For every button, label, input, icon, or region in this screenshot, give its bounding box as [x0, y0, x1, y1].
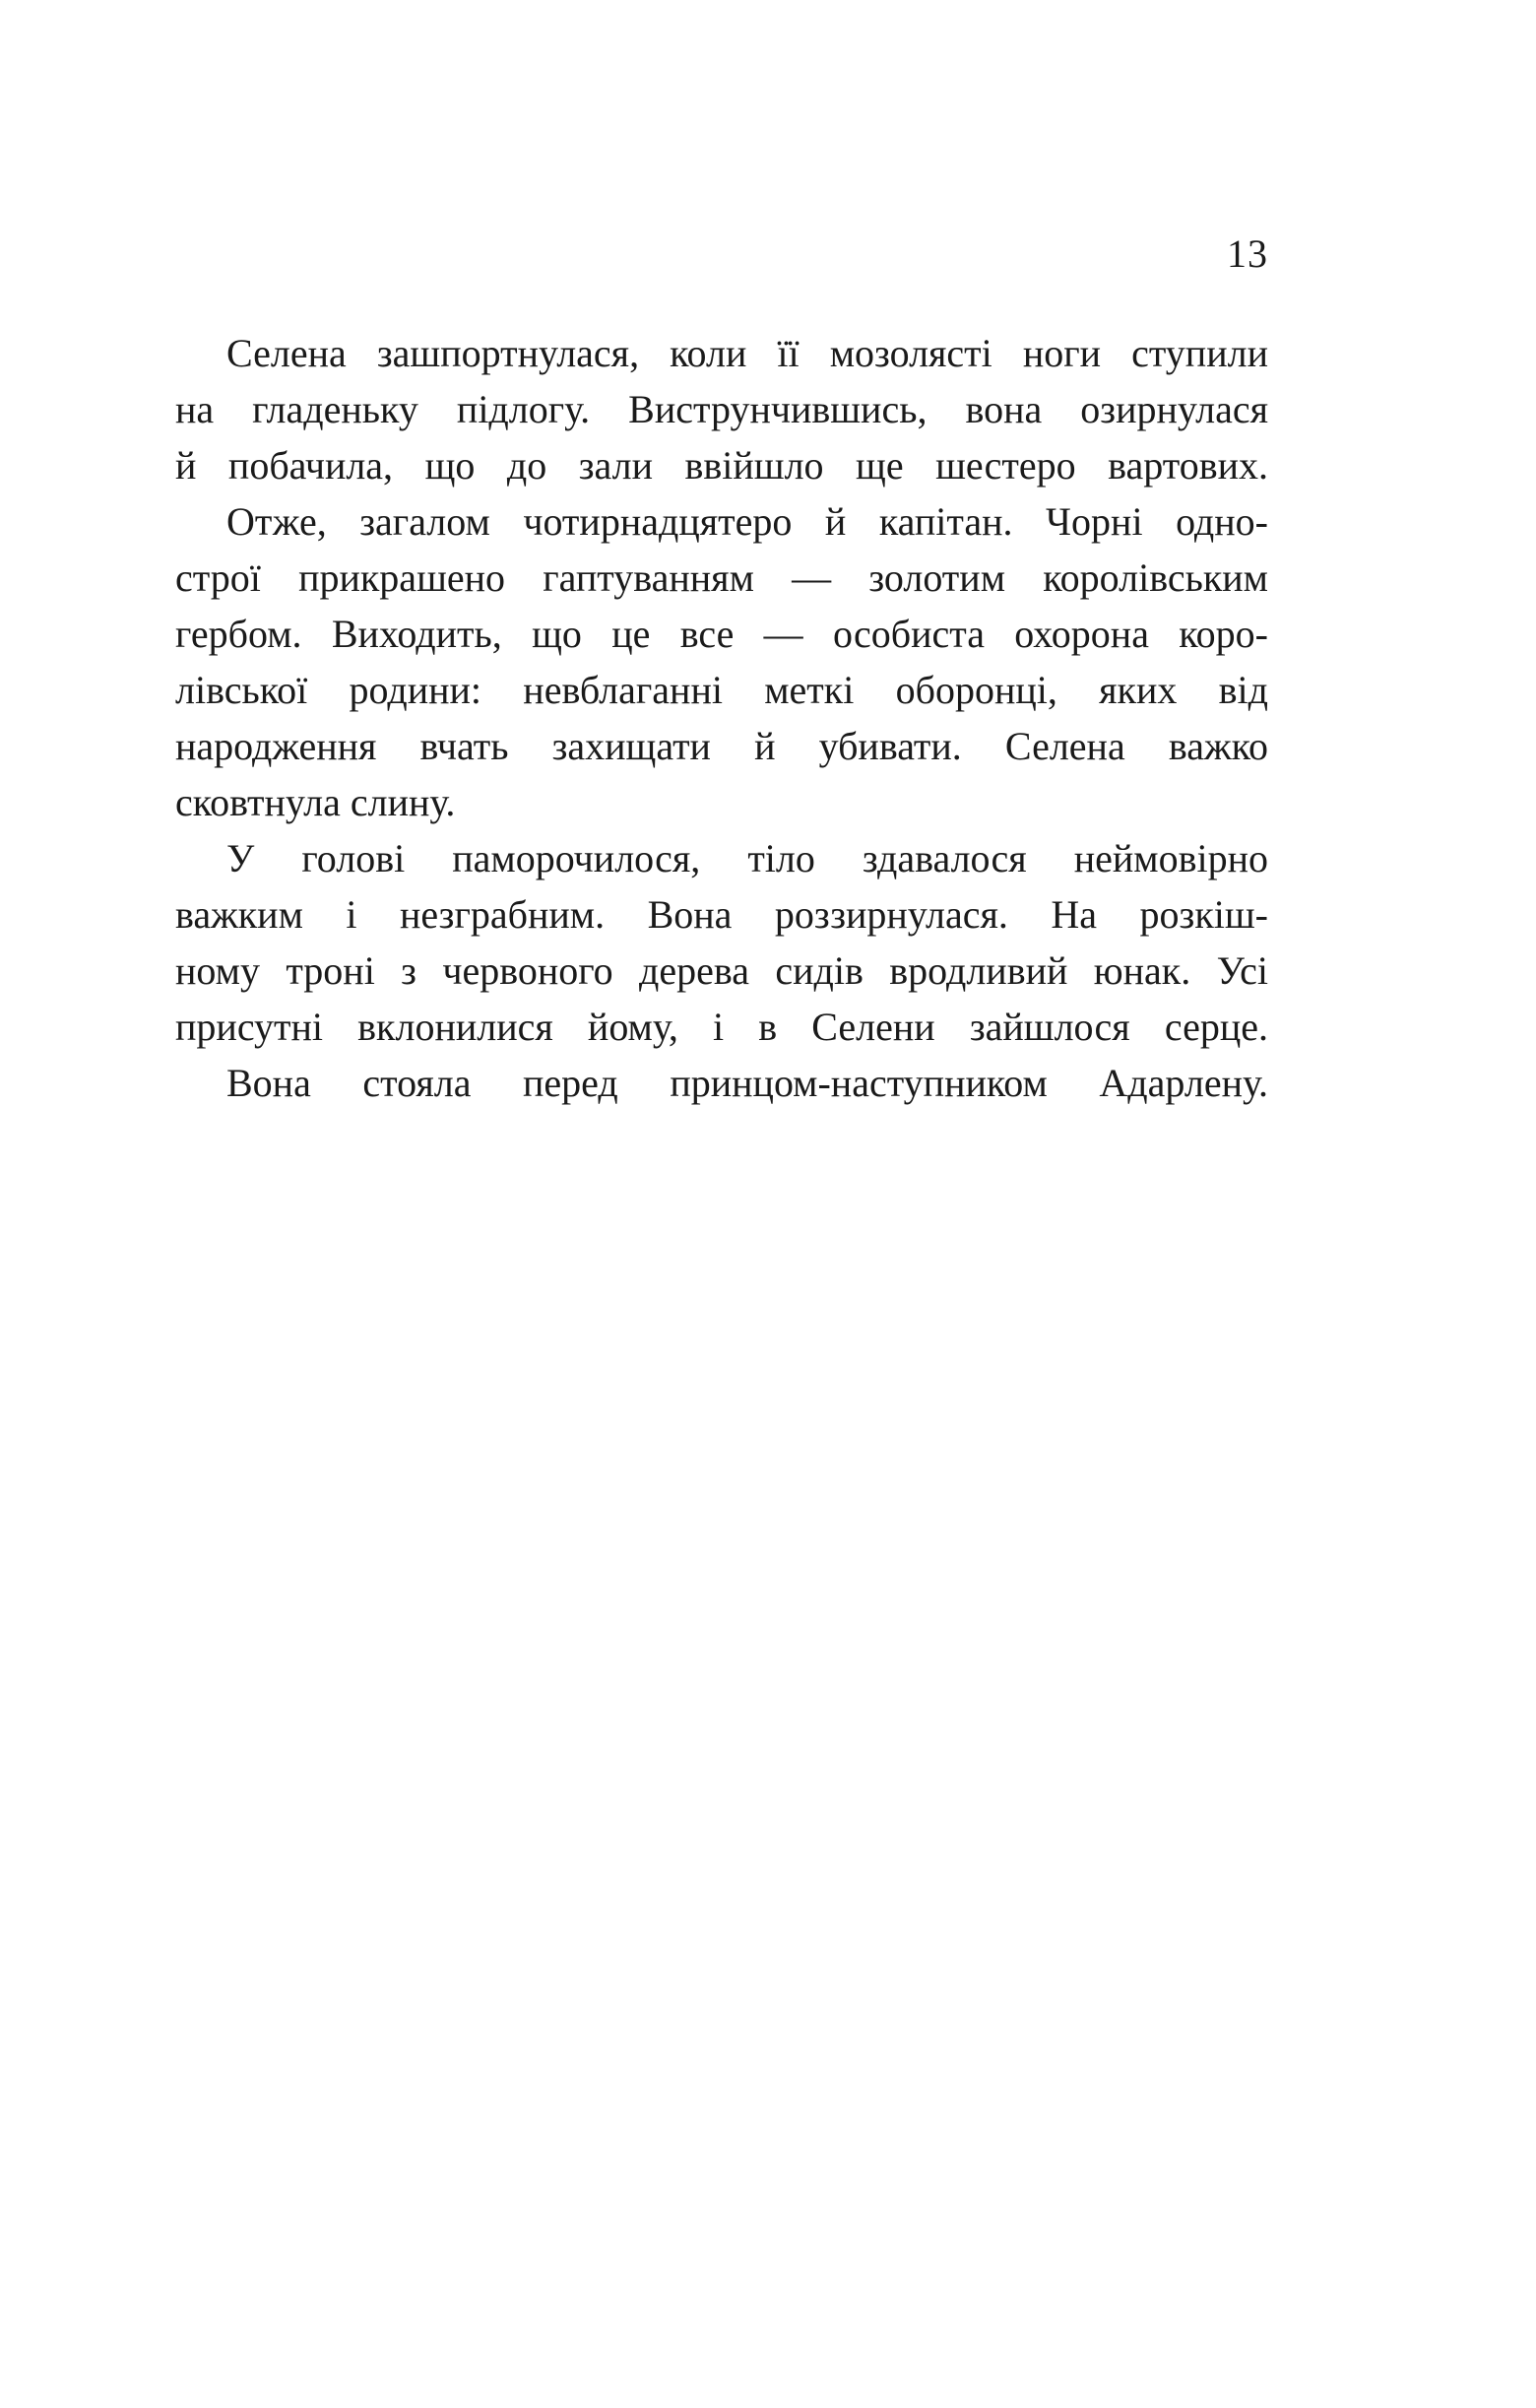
text-line: сковтнула слину. [175, 780, 456, 824]
text-line: й побачила, що до зали ввійшло ще шестеро вартових. [175, 443, 1268, 488]
text-line: на гладеньку підлогу. Виструнчившись, вона озирнулася [175, 387, 1268, 431]
text-line: гербом. Виходить, що це все — особиста охорона коро- [175, 612, 1268, 656]
paragraph [175, 325, 1268, 493]
text-line: ному троні з червоного дерева сидів вродливий юнак. Усі [175, 948, 1268, 993]
text-line: Отже, загалом чотирнадцятеро й капітан. Чорні одно- [226, 499, 1268, 544]
text-line: Селена зашпортнулася, коли її мозолясті ноги ступили [226, 331, 1268, 375]
text-line: присутні вклонилися йому, і в Селени зайшлося серце. [175, 1005, 1268, 1049]
text-line: У голові паморочилося, тіло здавалося неймовірно [226, 836, 1268, 880]
paragraph [175, 1055, 1268, 1111]
text-line: важким і незграбним. Вона роззирнулася. На розкіш- [175, 892, 1268, 937]
text-line: Вона стояла перед принцом-наступником Адарлену. [226, 1061, 1268, 1105]
text-block [175, 325, 1268, 1111]
paragraph [175, 493, 1268, 830]
text-line: народження вчать захищати й убивати. Селена важко [175, 724, 1268, 768]
text-line: строї прикрашено гаптуванням — золотим королівським [175, 555, 1268, 600]
text-line: лівської родини: невблаганні меткі оборонці, яких від [175, 668, 1268, 712]
paragraph [175, 830, 1268, 1055]
page-number: 13 [1227, 231, 1268, 276]
